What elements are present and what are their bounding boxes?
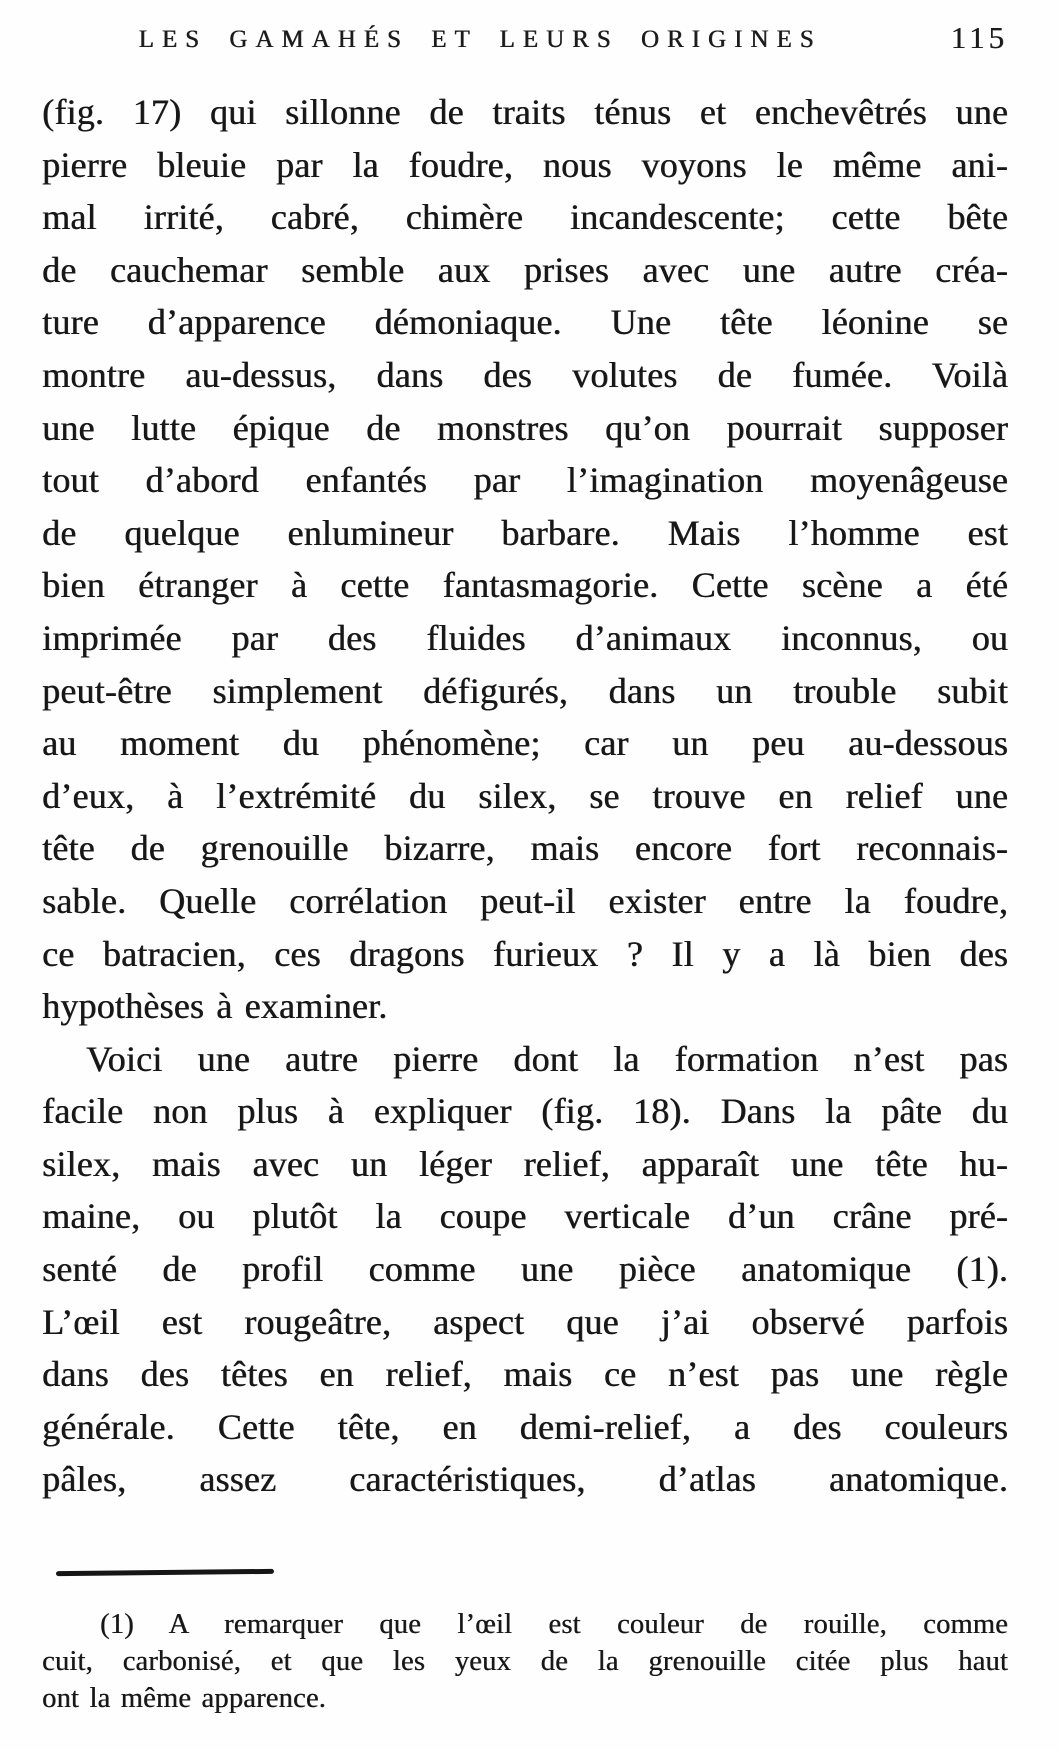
- text-line-paragraph-end: hypothèses à examiner.: [42, 986, 388, 1027]
- text-line: bien étranger à cette fantasmagorie. Cette scène a été: [42, 565, 1008, 606]
- text-line: imprimée par des fluides d’animaux inconnus, ou: [42, 617, 1008, 658]
- text-line: tout d’abord enfantés par l’imagination moyenâgeuse: [42, 460, 1008, 501]
- footnote-line: (1) A remarquer que l’œil est couleur de rouille, comme: [100, 1609, 1008, 1640]
- text-line: L’œil est rougeâtre, aspect que j’ai observé parfois: [42, 1301, 1008, 1342]
- footnote-separator-rule: [56, 1569, 274, 1576]
- text-line: mal irrité, cabré, chimère incandescente; cette bête: [42, 197, 1008, 238]
- text-line: sable. Quelle corrélation peut-il exister entre la foudre,: [42, 880, 1008, 921]
- text-line: senté de profil comme une pièce anatomique (1).: [42, 1249, 1008, 1290]
- text-line: générale. Cette tête, en demi-relief, a des couleurs: [42, 1406, 1008, 1447]
- text-line: ture d’apparence démoniaque. Une tête léonine se: [42, 302, 1008, 343]
- text-line: d’eux, à l’extrémité du silex, se trouve en relief une: [42, 775, 1008, 816]
- running-head-title: LES GAMAHÉS ET LEURS ORIGINES: [138, 26, 822, 53]
- text-line: (fig. 17) qui sillonne de traits ténus et enchevêtrés une: [42, 92, 1008, 132]
- text-line: tête de grenouille bizarre, mais encore fort reconnais-: [42, 828, 1008, 869]
- text-line: ce batracien, ces dragons furieux ? Il y a là bien des: [42, 933, 1008, 974]
- text-line: silex, mais avec un léger relief, apparaît une tête hu-: [42, 1143, 1008, 1184]
- footnote-block: [42, 1606, 1008, 1717]
- footnote-line: ont la même apparence.: [42, 1683, 327, 1714]
- text-line-paragraph-start: Voici une autre pierre dont la formation n’est pas: [86, 1038, 1008, 1079]
- text-line: pâles, assez caractéristiques, d’atlas anatomique.: [42, 1459, 1008, 1500]
- text-line: au moment du phénomène; car un peu au-dessous: [42, 723, 1008, 764]
- text-line: une lutte épique de monstres qu’on pourrait supposer: [42, 407, 1008, 448]
- text-line: facile non plus à expliquer (fig. 18). Dans la pâte du: [42, 1091, 1008, 1132]
- footnote-line: cuit, carbonisé, et que les yeux de la grenouille citée plus haut: [42, 1646, 1008, 1677]
- body-text-block: [42, 86, 1008, 1506]
- text-line: pierre bleuie par la foudre, nous voyons le même ani-: [42, 144, 1008, 185]
- text-line: peut-être simplement défigurés, dans un trouble subit: [42, 670, 1008, 711]
- page-number: 115: [950, 20, 1008, 55]
- text-line: montre au-dessus, dans des volutes de fumée. Voilà: [42, 354, 1008, 395]
- text-line: de cauchemar semble aux prises avec une autre créa-: [42, 249, 1008, 290]
- text-line: maine, ou plutôt la coupe verticale d’un crâne pré-: [42, 1196, 1008, 1237]
- text-line: de quelque enlumineur barbare. Mais l’homme est: [42, 512, 1008, 553]
- text-line: dans des têtes en relief, mais ce n’est pas une règle: [42, 1354, 1008, 1395]
